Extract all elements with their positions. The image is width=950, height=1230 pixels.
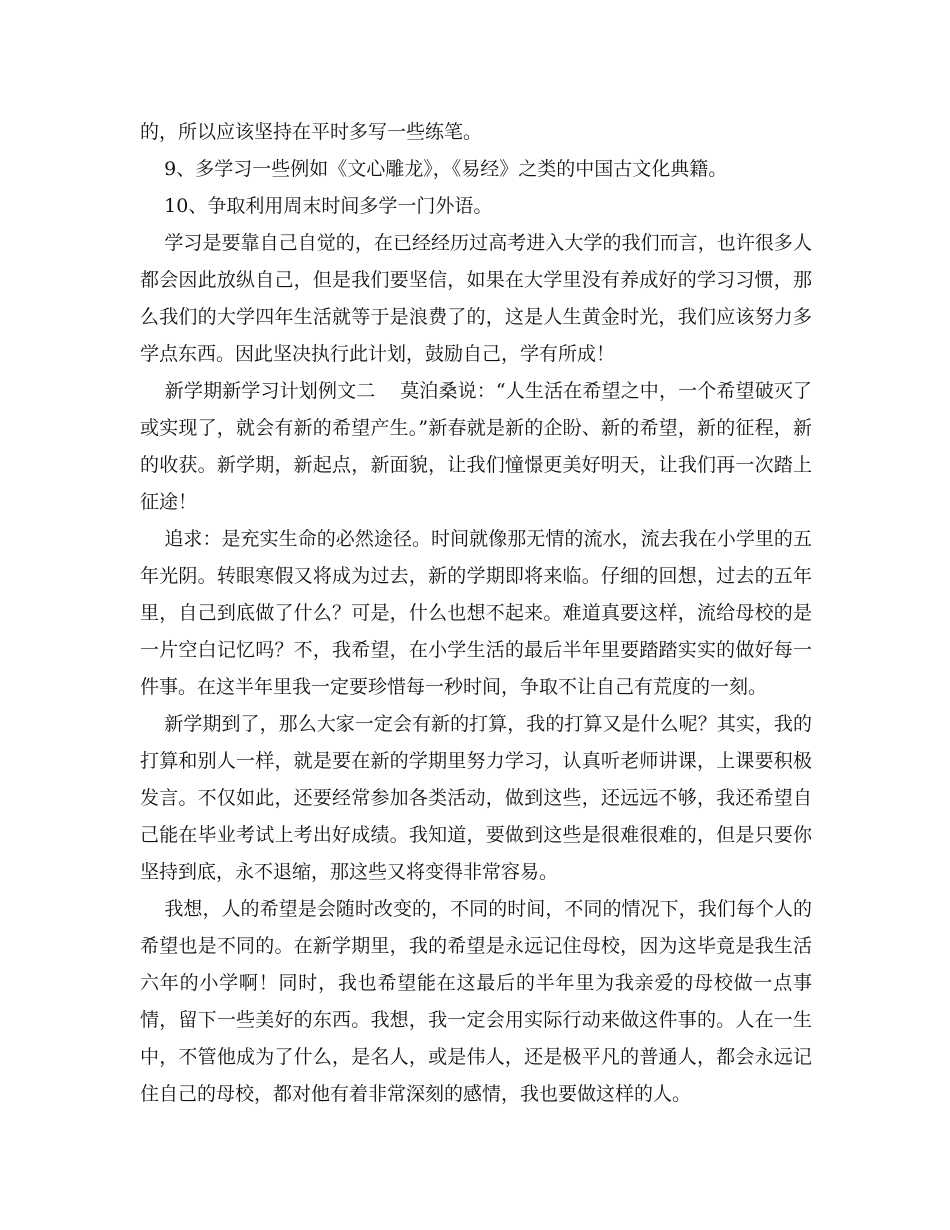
document-body	[140, 114, 812, 1113]
paragraph-pursuit: 追求：是充实生命的必然途径。时间就像那无情的流水，流去我在小学里的五年光阴。转眼寒假又将成为过去，新的学期即将来临。仔细的回想，过去的五年里，自己到底做了什么？可是，什么也想不起来。难道真要这样，流给母校的是一片空白记忆吗？不，我希望，在小学生活的最后半年里要踏踏实实的做好每一件事。在这半年里我一定要珍惜每一秒时间，争取不让自己有荒度的一刻。	[140, 528, 812, 698]
paragraph-item-10: 10、争取利用周末时间多学一门外语。	[140, 195, 493, 217]
paragraph-continuation: 的，所以应该坚持在平时多写一些练笔。	[140, 121, 483, 143]
paragraph-item-9: 9、多学习一些例如《文心雕龙》，《易经》之类的中国古文化典籍。	[140, 158, 728, 180]
paragraph-new-semester-plan: 新学期到了，那么大家一定会有新的打算，我的打算又是什么呢？其实，我的打算和别人一样，就是要在新的学期里努力学习，认真听老师讲课，上课要积极发言。不仅如此，还要经常参加各类活动，做到这些，还远远不够，我还希望自己能在毕业考试上考出好成绩。我知道，要做到这些是很难很难的，但是只要你坚持到底，永不退缩，那这些又将变得非常容易。	[140, 713, 812, 883]
paragraph-example-two: 新学期新学习计划例文二 莫泊桑说：“人生活在希望之中，一个希望破灭了或实现了，就会有新的希望产生。”新春就是新的企盼、新的希望，新的征程，新的收获。新学期，新起点，新面貌，让我们憧憬更美好明天，让我们再一次踏上征途！	[140, 380, 812, 513]
paragraph-self-discipline: 学习是要靠自己自觉的，在已经经历过高考进入大学的我们而言，也许很多人都会因此放纵自己，但是我们要坚信，如果在大学里没有养成好的学习习惯，那么我们的大学四年生活就等于是浪费了的，这是人生黄金时光，我们应该努力多学点东西。因此坚决执行此计划，鼓励自己，学有所成！	[140, 232, 812, 365]
paragraph-hope: 我想，人的希望是会随时改变的，不同的时间，不同的情况下，我们每个人的希望也是不同的。在新学期里，我的希望是永远记住母校，因为这毕竟是我生活六年的小学啊！同时，我也希望能在这最后的半年里为我亲爱的母校做一点事情，留下一些美好的东西。我想，我一定会用实际行动来做这件事的。人在一生中，不管他成为了什么，是名人，或是伟人，还是极平凡的普通人，都会永远记住自己的母校，都对他有着非常深刻的感情，我也要做这样的人。	[140, 898, 812, 1105]
